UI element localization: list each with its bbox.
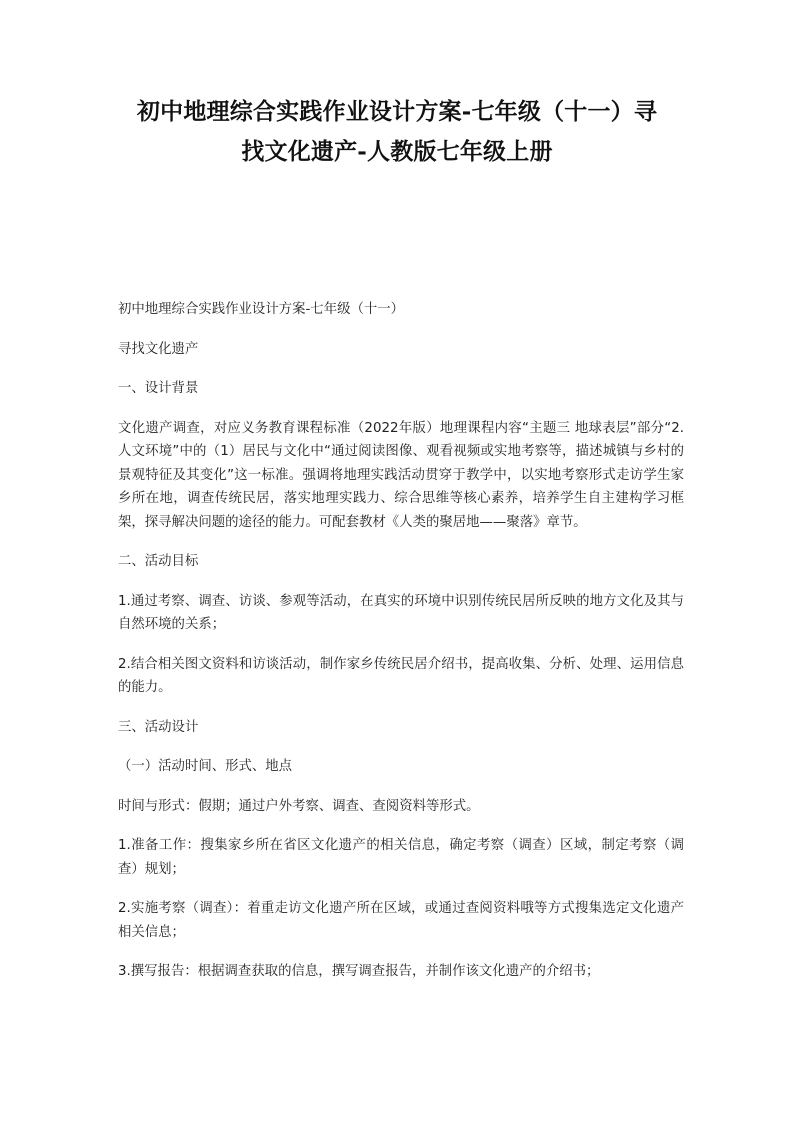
section-heading-objectives: 二、活动目标 bbox=[118, 554, 199, 569]
paragraph-step-2: 2.实施考察（调查）：着重走访文化遗产所在区域，或通过查阅资料哦等方式搜集选定文化遗产相关信息； bbox=[118, 901, 684, 940]
paragraph-objective-1: 1.通过考察、调查、访谈、参观等活动，在真实的环境中识别传统民居所反映的地方文化及其与自然环境的关系； bbox=[118, 593, 684, 632]
title-line-1: 初中地理综合实践作业设计方案-七年级（十一）寻 bbox=[136, 98, 658, 125]
document-body bbox=[118, 298, 684, 1000]
subtitle-topic: 寻找文化遗产 bbox=[118, 341, 199, 357]
paragraph-background: 文化遗产调查，对应义务教育课程标准（2022年版）地理课程内容“主题三 地球表层”部分“2.人文环境”中的（1）居民与文化中“通过阅读图像、观看视频或实地考察等，描述城镇与乡村的景观特征及其变化”这一标准。强调将地理实践活动贯穿于教学中，以实地考察形式走访学生家乡所在地，调查传统民居，落实地理实践力、综合思维等核心素养，培养学生自主建构学习框架，探寻解决问题的途径的能力。可配套教材《人类的聚居地——聚落》章节。 bbox=[118, 420, 684, 530]
paragraph-time-form: 时间与形式：假期；通过户外考察、调查、查阅资料等形式。 bbox=[118, 798, 480, 814]
title-line-2: 找文化遗产-人教版七年级上册 bbox=[241, 138, 553, 165]
paragraph-step-3: 3.撰写报告：根据调查获取的信息，撰写调查报告，并制作该文化遗产的介绍书； bbox=[118, 964, 600, 979]
subsection-heading-time-form-place: （一）活动时间、形式、地点 bbox=[118, 759, 293, 774]
subtitle-line: 初中地理综合实践作业设计方案-七年级（十一） bbox=[118, 302, 405, 317]
section-heading-design: 三、活动设计 bbox=[118, 719, 199, 735]
paragraph-step-1: 1.准备工作：搜集家乡所在省区文化遗产的相关信息，确定考察（调查）区域，制定考察（调查）规划； bbox=[118, 838, 684, 877]
document-title bbox=[110, 92, 684, 172]
section-heading-background: 一、设计背景 bbox=[118, 381, 199, 396]
paragraph-objective-2: 2.结合相关图文资料和访谈活动，制作家乡传统民居介绍书，提高收集、分析、处理、运用信息的能力。 bbox=[118, 656, 684, 695]
